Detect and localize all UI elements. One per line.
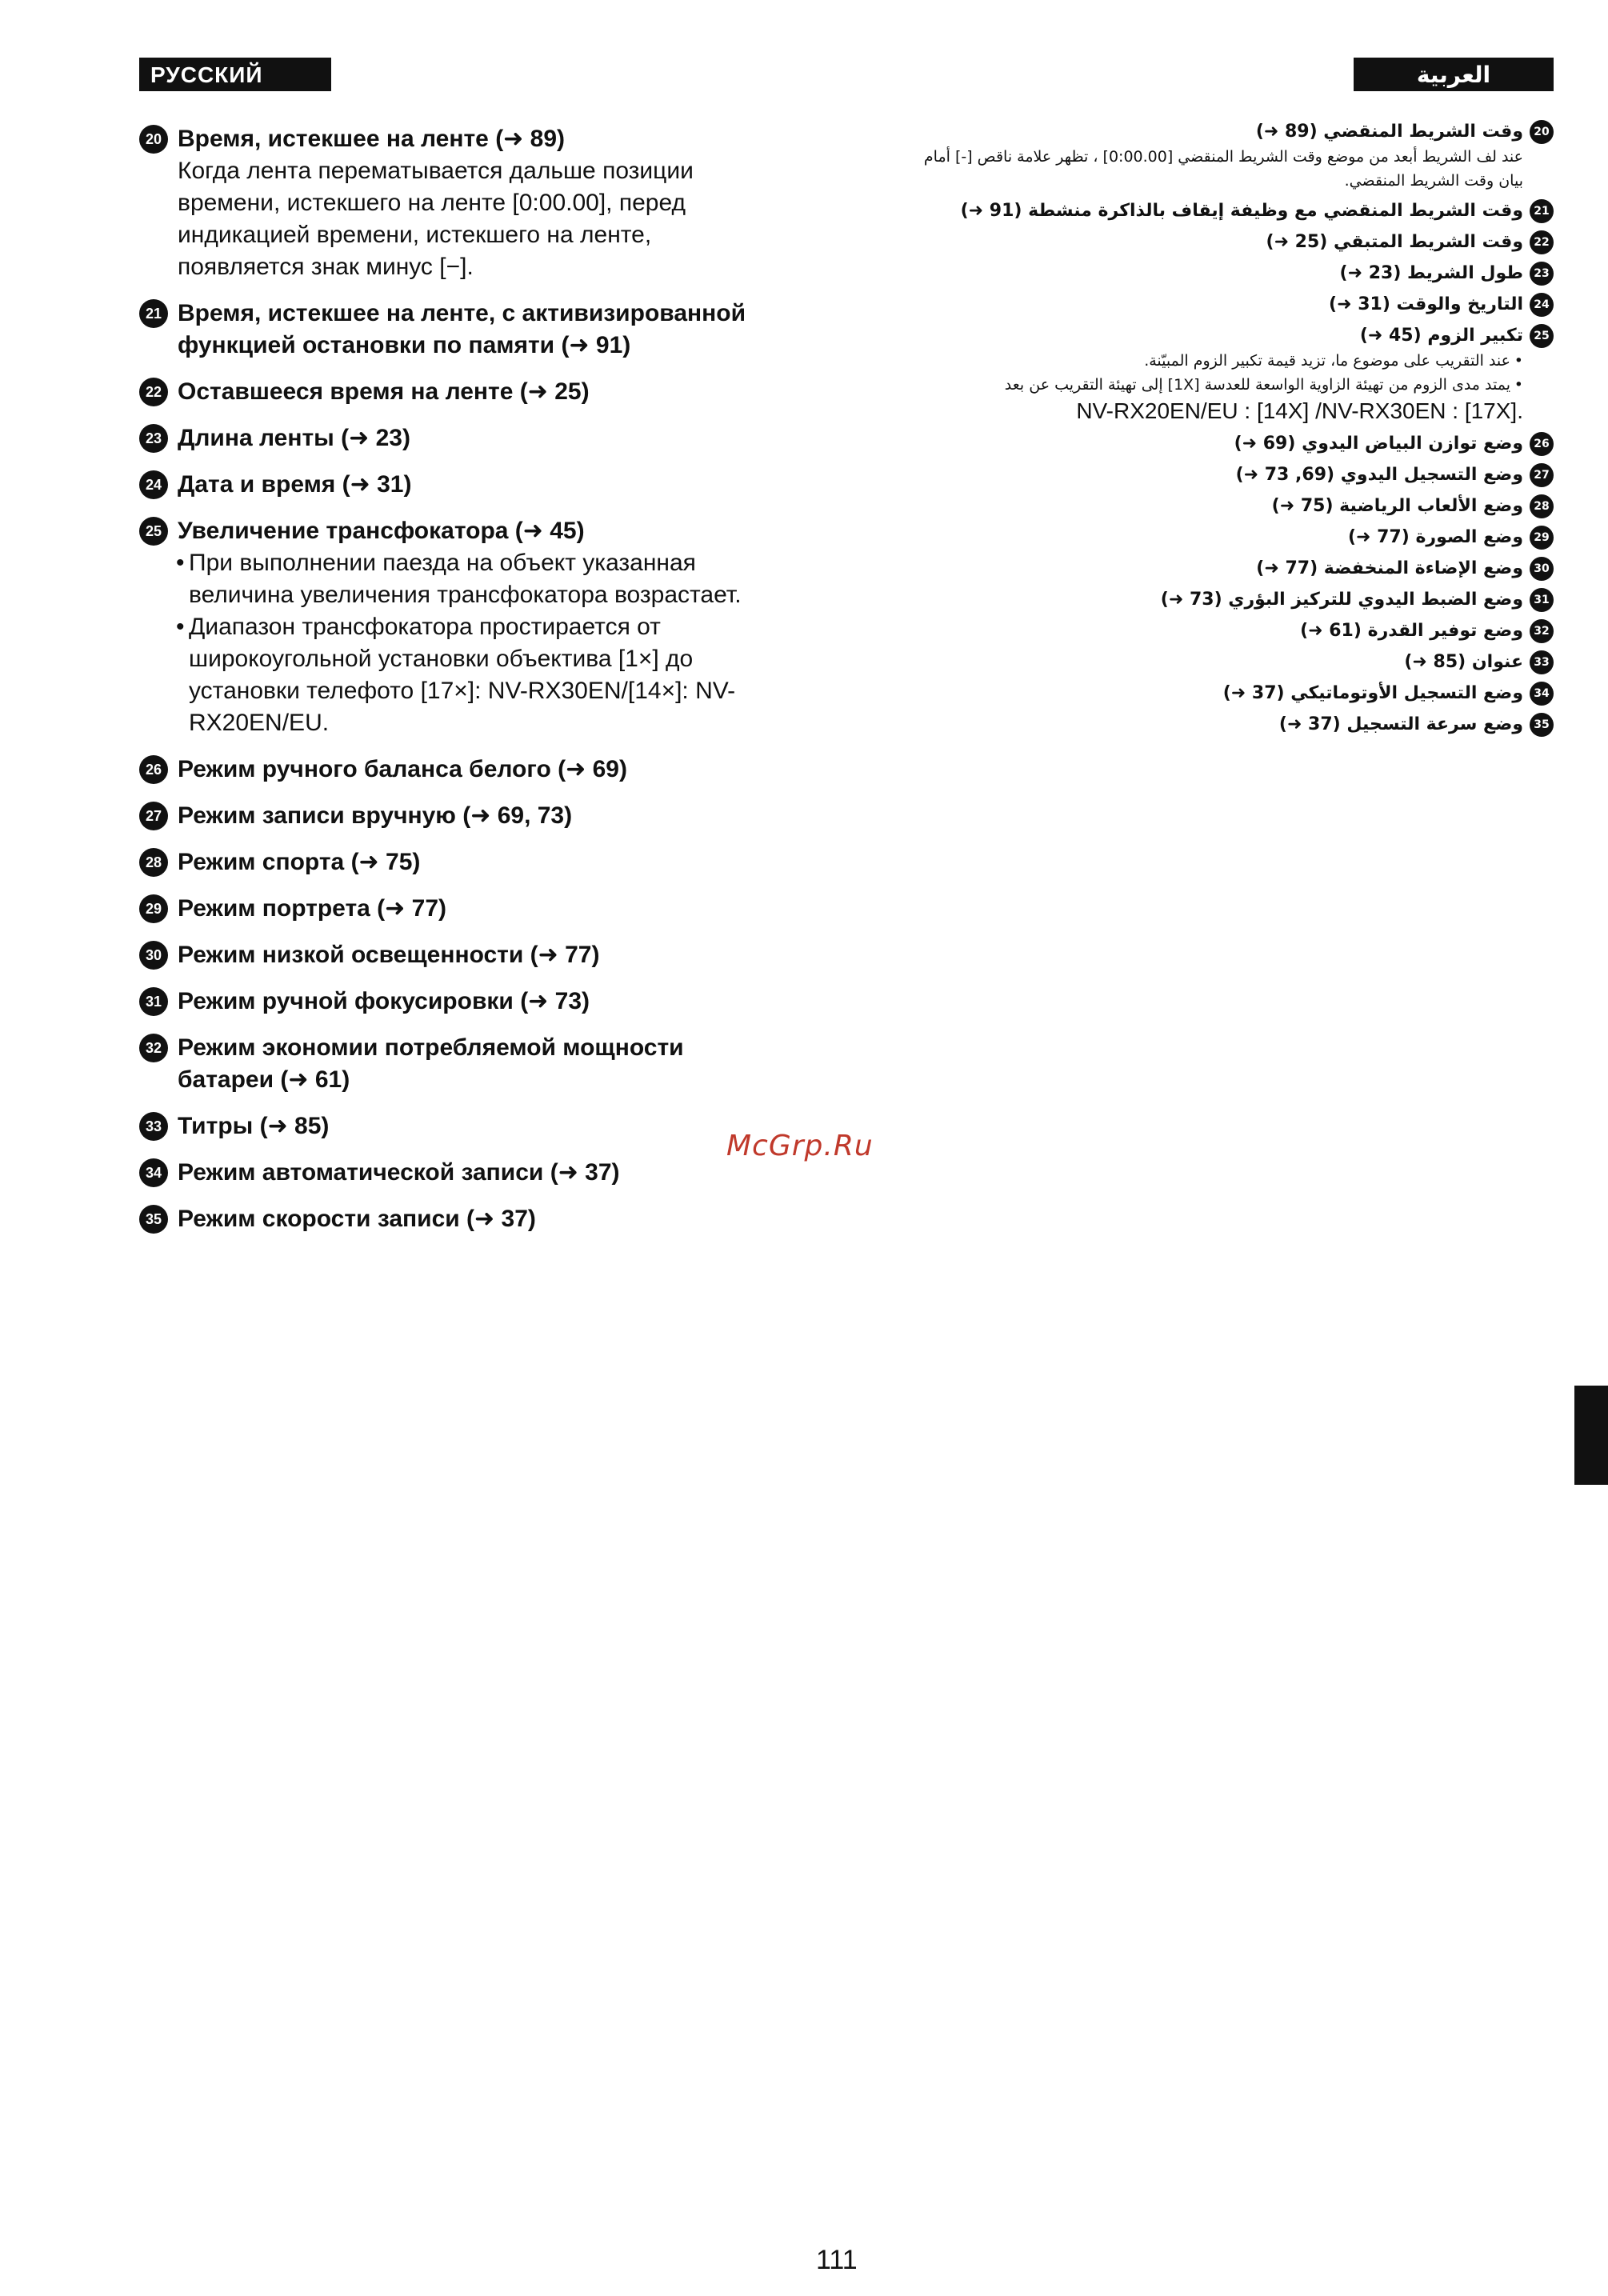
item-number-badge: 23 [139,424,168,453]
ru-list-item [139,986,763,1018]
ru-item-title: Время, истекшее на ленте, с активизированной функцией остановки по памяти (➜ 91) [178,300,746,358]
language-tab-arabic: العربية [1354,58,1554,91]
item-number-badge: 35 [1530,713,1554,737]
ru-item-bullet: • При выполнении паезда на объект указанная величина увеличения трансфокатора возрастает. [178,547,763,611]
ar-item-bullet: • يمتد مدى الزوم من تهيئة الزاوية الواسعة للعدسة [1X] إلى تهيئة التقريب عن بعد [898,373,1523,397]
item-number-badge: 29 [139,894,168,923]
item-number-badge: 33 [1530,650,1554,674]
ru-list-item [139,298,763,362]
ru-list-item [139,754,763,786]
ar-item-bullet: • عند التقريب على موضوع ما، تزيد قيمة تكبير الزوم المبيّنة. [898,349,1523,373]
item-number-badge: 33 [139,1112,168,1141]
ar-item-title: عنوان (85 ➜) [1404,652,1523,672]
item-number-badge: 25 [1530,324,1554,348]
item-number-badge: 20 [139,125,168,154]
ru-item-title: Режим портрета (➜ 77) [178,895,447,922]
ru-item-title: Титры (➜ 85) [178,1113,330,1139]
item-number-badge: 21 [139,299,168,328]
ar-list-item [898,430,1554,457]
item-number-badge: 22 [139,378,168,406]
ru-item-title: Режим экономии потребляемой мощности батареи (➜ 61) [178,1034,684,1093]
ar-list-item [898,586,1554,613]
ar-list-item [898,493,1554,519]
item-number-badge: 32 [139,1034,168,1062]
ru-list-item [139,939,763,971]
ar-item-title: وضع سرعة التسجيل (37 ➜) [1278,714,1523,734]
language-tab-russian: РУССКИЙ ЯЗЫК [139,58,331,91]
ar-list-item [898,291,1554,318]
ar-list-item [898,555,1554,582]
item-number-badge: 30 [139,941,168,970]
ru-item-title: Режим спорта (➜ 75) [178,849,421,875]
ar-item-title: وضع الألعاب الرياضية (75 ➜) [1271,496,1523,516]
ru-list-item [139,1157,763,1189]
ru-list-item [139,376,763,408]
ru-item-title: Режим ручной фокусировки (➜ 73) [178,988,590,1014]
ar-list-item [898,524,1554,550]
russian-column [139,123,763,1250]
ru-list-item [139,893,763,925]
ar-item-title: تكبير الزوم (45 ➜) [1359,326,1523,346]
ru-list-item [139,422,763,454]
ar-item-title: وقت الشريط المنقضي مع وظيفة إيقاف بالذاكرة منشطة (91 ➜) [960,201,1523,221]
section-edge-tab [1574,1386,1608,1485]
ar-list-item [898,260,1554,286]
ar-item-title: وضع التسجيل الأوتوماتيكي (37 ➜) [1222,683,1523,703]
ru-item-title: Дата и время (➜ 31) [178,471,412,498]
ar-list-item [898,680,1554,706]
ar-item-title: وضع توفير القدرة (61 ➜) [1300,621,1523,641]
ru-item-title: Режим скорости записи (➜ 37) [178,1206,536,1232]
ar-list-item [898,649,1554,675]
ar-list-item [898,618,1554,644]
ru-list-item [139,515,763,739]
ar-list-item [898,118,1554,193]
item-number-badge: 28 [1530,494,1554,518]
ru-list-item [139,123,763,283]
ru-list-item [139,800,763,832]
ru-list-item [139,469,763,501]
ru-item-title: Длина ленты (➜ 23) [178,425,410,451]
item-number-badge: 25 [139,517,168,546]
item-number-badge: 28 [139,848,168,877]
arabic-column [898,118,1554,742]
ru-item-title: Режим ручного баланса белого (➜ 69) [178,756,627,782]
ru-item-title: Время, истекшее на ленте (➜ 89) [178,126,566,152]
ar-list-item [898,322,1554,426]
item-number-badge: 23 [1530,262,1554,286]
ar-item-body: عند لف الشريط أبعد من موضع وقت الشريط المنقضي [0:00.00] ، تظهر علامة ناقص [-] أمام بيان وقت الشريط المنقضي. [923,148,1523,190]
ru-item-title: Режим автоматической записи (➜ 37) [178,1159,620,1186]
ar-list-item [898,711,1554,738]
ar-list-item [898,462,1554,488]
ru-item-body: Когда лента перематывается дальше позиции времени, истекшего на ленте [0:00.00], перед индикацией времени, истекшего на ленте, появляется знак минус [−]. [178,158,694,280]
ru-list-item [139,1032,763,1096]
item-number-badge: 24 [1530,293,1554,317]
ru-item-title: Режим низкой освещенности (➜ 77) [178,942,600,968]
item-number-badge: 31 [1530,588,1554,612]
item-number-badge: 29 [1530,526,1554,550]
ar-list-item [898,229,1554,255]
ru-item-title: Увеличение трансфокатора (➜ 45) [178,518,585,544]
ar-item-models: NV-RX20EN/EU : [14X] /NV-RX30EN : [17X]. [1076,398,1523,423]
item-number-badge: 27 [1530,463,1554,487]
ar-item-title: وقت الشريط المتبقي (25 ➜) [1266,232,1523,252]
item-number-badge: 32 [1530,619,1554,643]
ar-item-title: وضع الإضاءة المنخفضة (77 ➜) [1256,558,1523,578]
ar-item-title: وضع التسجيل اليدوي (69, 73 ➜) [1235,465,1523,485]
ar-item-title: وضع الصورة (77 ➜) [1347,527,1523,547]
item-number-badge: 24 [139,470,168,499]
ru-item-bullet: • Диапазон трансфокатора простирается от широкоугольной установки объектива [1×] до установки телефото [17×]: NV-RX30EN/[14×]: NV-RX20EN/EU. [178,611,763,739]
ar-item-title: وضع الضبط اليدوي للتركيز البؤري (73 ➜) [1160,590,1523,610]
ru-item-title: Оставшееся время на ленте (➜ 25) [178,378,590,405]
ar-item-title: التاريخ والوقت (31 ➜) [1329,294,1523,314]
ru-item-title: Режим записи вручную (➜ 69, 73) [178,802,573,829]
item-number-badge: 31 [139,987,168,1016]
item-number-badge: 21 [1530,199,1554,223]
watermark-text: McGrp.Ru [726,1130,874,1162]
item-number-badge: 26 [1530,432,1554,456]
item-number-badge: 30 [1530,557,1554,581]
ru-list-item [139,1110,763,1142]
item-number-badge: 35 [139,1205,168,1234]
ar-item-title: طول الشريط (23 ➜) [1339,263,1523,283]
item-number-badge: 22 [1530,230,1554,254]
page-number: 111 [816,2245,858,2275]
item-number-badge: 27 [139,802,168,830]
item-number-badge: 20 [1530,120,1554,144]
ru-list-item [139,1203,763,1235]
ar-item-title: وقت الشريط المنقضي (89 ➜) [1255,122,1523,142]
ru-list-item [139,846,763,878]
ar-item-title: وضع توازن البياض اليدوي (69 ➜) [1234,434,1523,454]
item-number-badge: 34 [1530,682,1554,706]
ar-list-item [898,198,1554,224]
item-number-badge: 34 [139,1158,168,1187]
item-number-badge: 26 [139,755,168,784]
